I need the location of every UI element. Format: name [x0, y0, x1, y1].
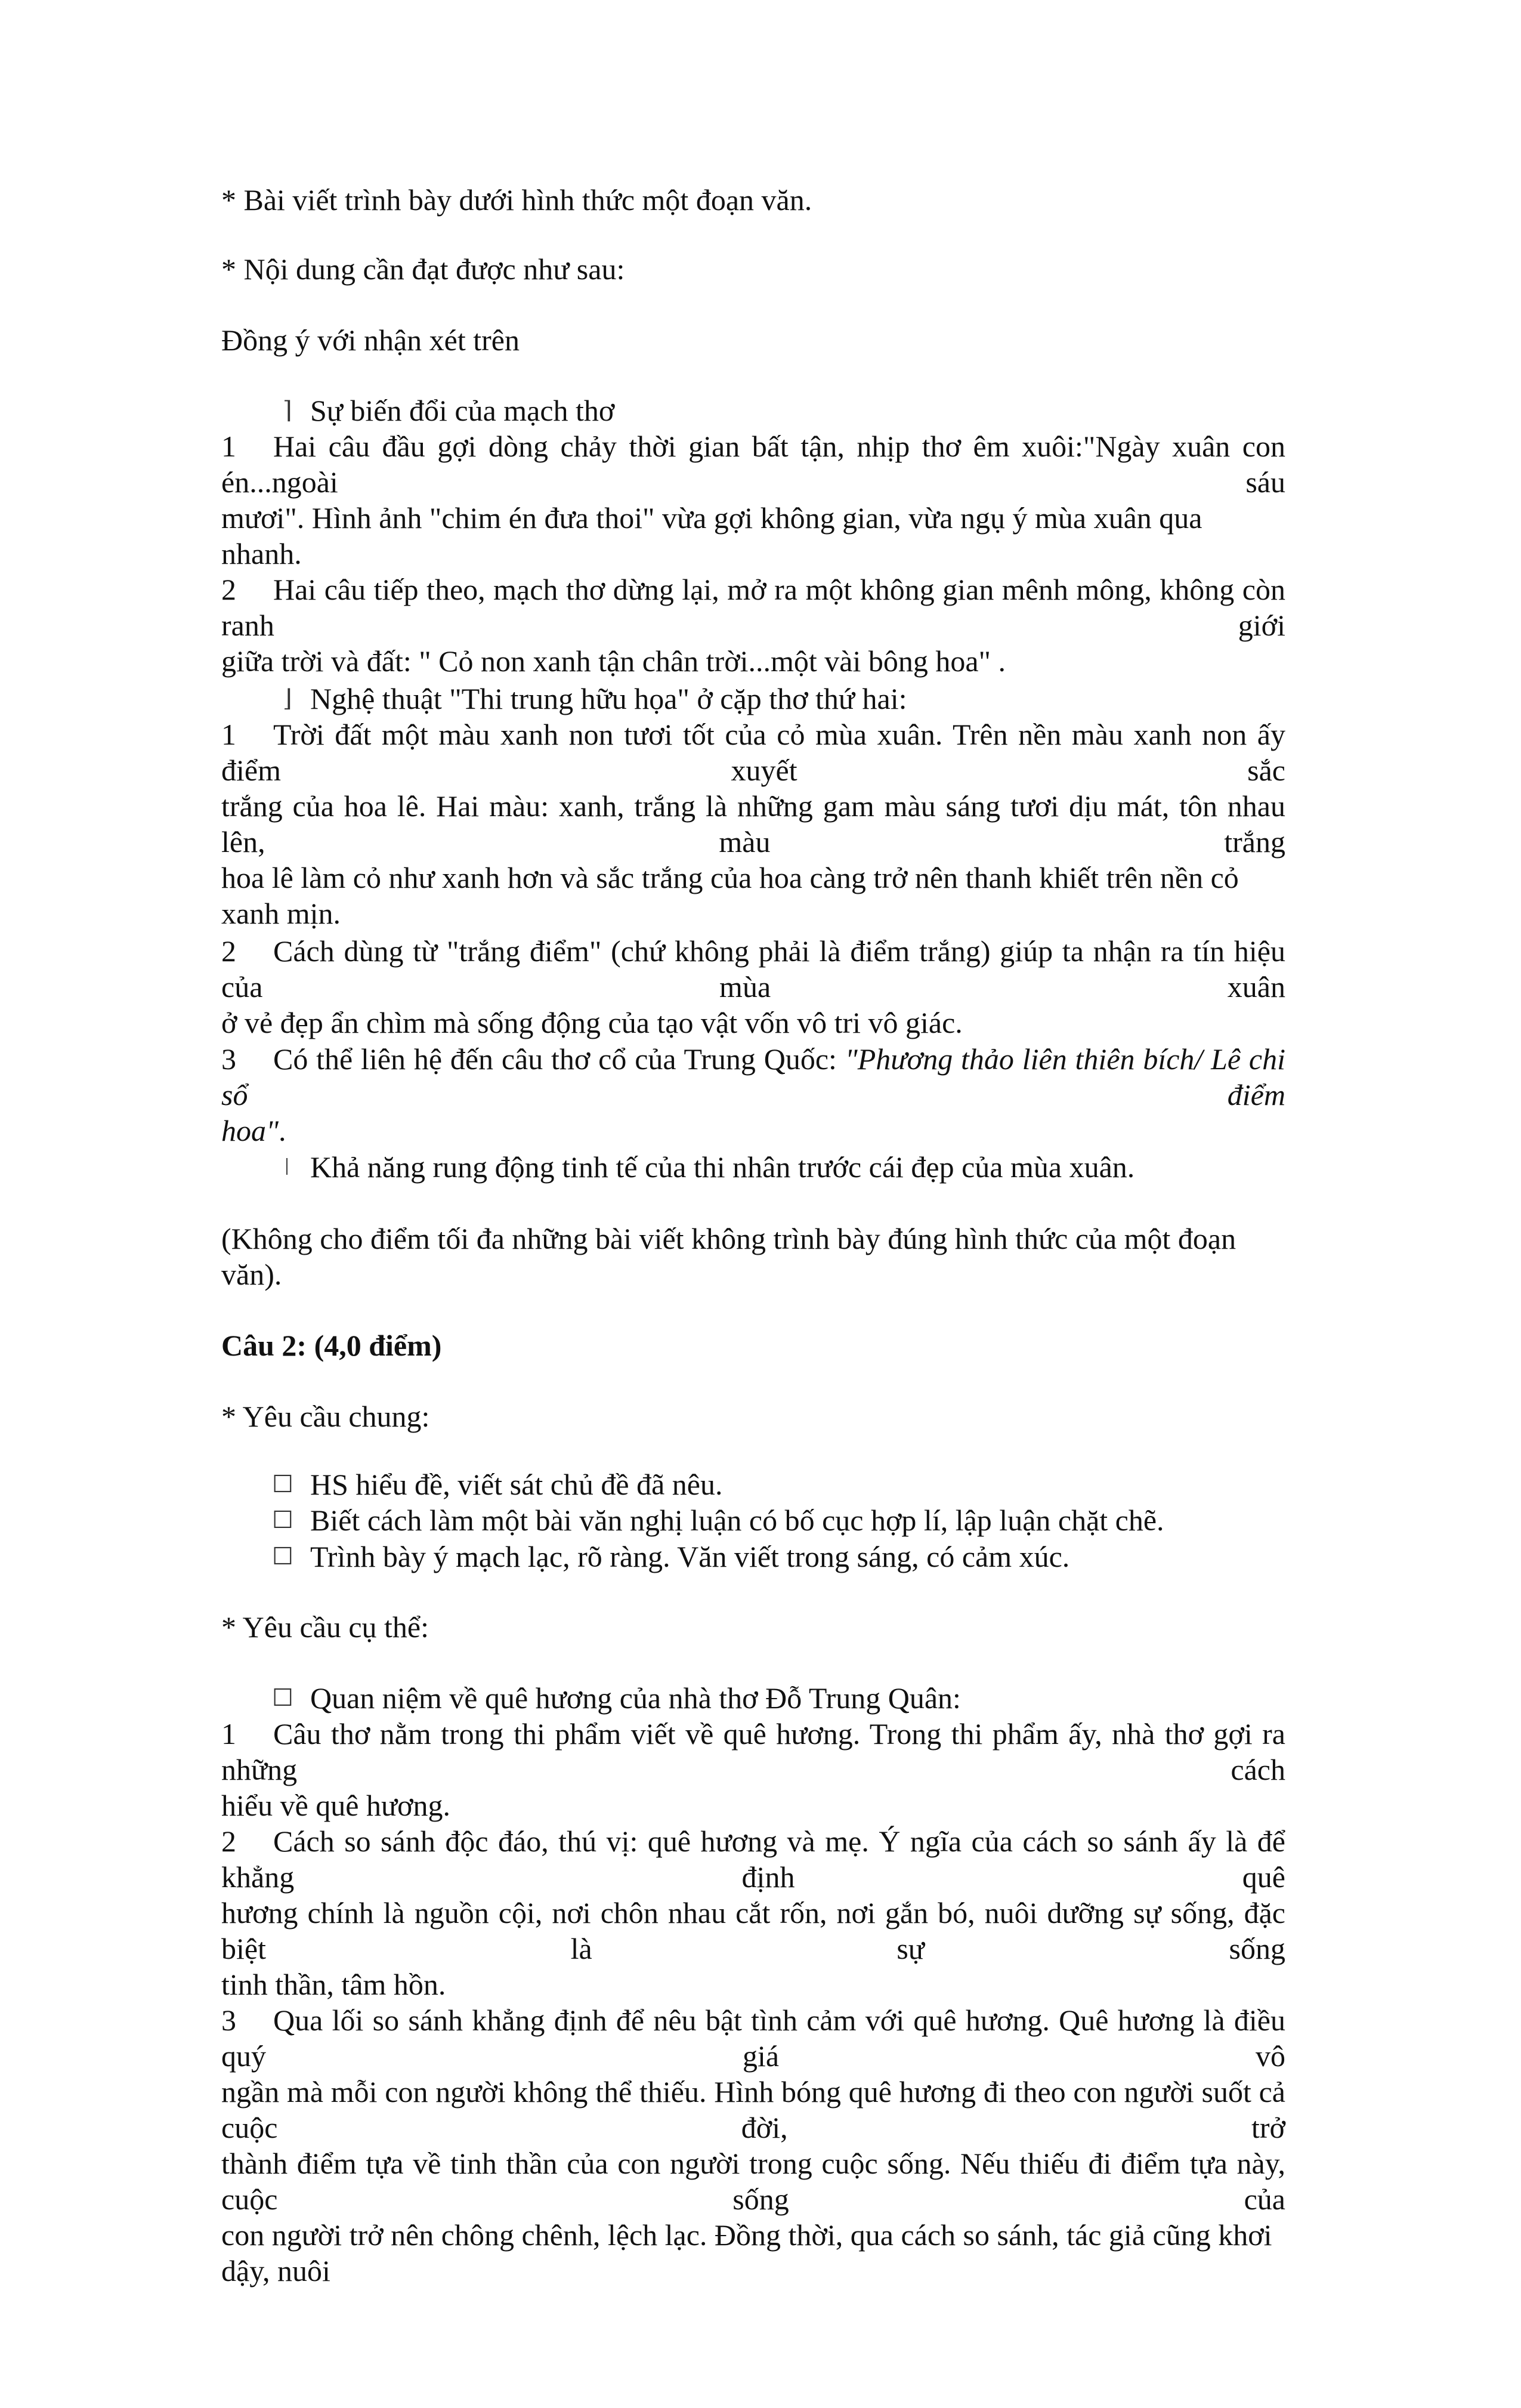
item-number: 2 — [221, 1824, 236, 1858]
text-line — [221, 1716, 1285, 1788]
line-text: tinh thần, tâm hồn. — [221, 1968, 446, 2001]
bullet-marker-icon: ⌉ — [283, 397, 292, 424]
line-text: ngần mà mỗi con người không thể thiếu. Hình bóng quê hương đi theo con người suốt cả cuộc đời, trở — [221, 2075, 1285, 2144]
line-text: * Yêu cầu cụ thể: — [221, 1610, 429, 1644]
line-text: Có thể liên hệ đến câu thơ cổ của Trung Quốc: — [273, 1042, 845, 1076]
item-number: 1 — [221, 430, 236, 463]
text-line — [221, 572, 1285, 643]
line-text: trắng của hoa lê. Hai màu: xanh, trắng là những gam màu sáng tươi dịu mát, tôn nhau lên, màu trắng — [221, 789, 1285, 859]
line-text: Hai câu tiếp theo, mạch thơ dừng lại, mở ra một không gian mênh mông, không còn ranh giới — [221, 573, 1285, 642]
italic-quote: "Phương thảo liên thiên bích/ Lê chi sổ điểm — [221, 1042, 1285, 1112]
numbered-item — [221, 572, 1285, 679]
bullet-marker-icon: ǀ — [285, 1153, 290, 1180]
line-text: Câu thơ nằm trong thi phẩm viết về quê hương. Trong thi phẩm ấy, nhà thơ gợi ra những cách — [221, 1717, 1285, 1786]
italic-quote: hoa" — [221, 1114, 279, 1147]
numbered-item — [221, 1823, 1285, 2002]
text-line — [221, 643, 1285, 679]
text-line — [221, 1966, 1285, 2002]
line-text: * Nội dung cần đạt được như sau: — [221, 252, 625, 286]
bullet-item — [221, 1149, 1285, 1185]
bullet-text: Quan niệm về quê hương của nhà thơ Đỗ Trung Quân: — [310, 1681, 961, 1715]
numbered-item — [221, 2002, 1285, 2289]
bullet-item — [221, 1680, 1285, 1716]
text-line — [221, 1221, 1285, 1292]
item-number: 2 — [221, 934, 236, 968]
text-line — [221, 322, 1285, 358]
bullet-item — [221, 1539, 1285, 1575]
bullet-marker-icon: ☐ — [272, 1684, 293, 1711]
numbered-item — [221, 717, 1285, 931]
line-text: giữa trời và đất: " Cỏ non xanh tận chân trời...một vài bông hoa" . — [221, 644, 1006, 678]
text-line — [221, 1113, 1285, 1149]
line-text: * Yêu cầu chung: — [221, 1400, 430, 1433]
text-line — [221, 788, 1285, 860]
text-line — [221, 1823, 1285, 1895]
text-line — [221, 1609, 1285, 1645]
bullet-item — [221, 1502, 1285, 1538]
text-line — [221, 933, 1285, 1005]
bullet-text: Sự biến đổi của mạch thơ — [310, 394, 615, 427]
paragraph — [221, 1221, 1285, 1292]
line-text: ở vẻ đẹp ẩn chìm mà sống động của tạo vật vốn vô tri vô giác. — [221, 1006, 963, 1039]
numbered-item — [221, 1716, 1285, 1823]
bullet-marker-icon: ⌋ — [283, 685, 292, 712]
text-line — [221, 1895, 1285, 1966]
text-line — [221, 500, 1285, 572]
line-text: hiểu về quê hương. — [221, 1789, 451, 1822]
line-text: Trời đất một màu xanh non tươi tốt của cỏ mùa xuân. Trên nền màu xanh non ấy điểm xuyết sắc — [221, 718, 1285, 787]
line-text: mươi". Hình ảnh "chim én đưa thoi" vừa gợi không gian, vừa ngụ ý mùa xuân qua nhanh. — [221, 501, 1202, 570]
numbered-item — [221, 933, 1285, 1041]
bullet-text: Trình bày ý mạch lạc, rõ ràng. Văn viết trong sáng, có cảm xúc. — [310, 1540, 1070, 1573]
line-text: Đồng ý với nhận xét trên — [221, 323, 520, 357]
text-line — [221, 860, 1285, 931]
paragraph — [221, 1609, 1285, 1645]
line-text: Qua lối so sánh khẳng định để nêu bật tình cảm với quê hương. Quê hương là điều quý giá vô — [221, 2003, 1285, 2073]
line-text: thành điểm tựa về tinh thần của con người trong cuộc sống. Nếu thiếu đi điểm tựa này, cuộc sống của — [221, 2147, 1285, 2216]
text-line — [221, 428, 1285, 500]
item-number: 3 — [221, 1042, 236, 1076]
numbered-item — [221, 1041, 1285, 1149]
text-line — [221, 2074, 1285, 2145]
bullet-item — [221, 393, 1285, 428]
text-line — [221, 251, 1285, 287]
item-number: 3 — [221, 2003, 236, 2037]
numbered-item — [221, 428, 1285, 572]
text-line — [221, 2002, 1285, 2074]
paragraph — [221, 1399, 1285, 1434]
text-line — [221, 1005, 1285, 1041]
section-heading — [221, 1328, 1285, 1363]
text-line — [221, 2217, 1285, 2289]
bullet-marker-icon: ☐ — [272, 1471, 293, 1498]
line-text: . — [279, 1114, 286, 1147]
item-number: 2 — [221, 573, 236, 606]
line-text: Cách dùng từ "trắng điểm" (chứ không phải là điểm trắng) giúp ta nhận ra tín hiệu của mùa xuân — [221, 934, 1285, 1004]
bullet-marker-icon: ☐ — [272, 1506, 293, 1533]
bullet-item — [221, 681, 1285, 717]
bullet-item — [221, 1467, 1285, 1502]
text-line — [221, 1399, 1285, 1434]
line-text: con người trở nên chông chênh, lệch lạc. Đồng thời, qua cách so sánh, tác giả cũng khơi dậy, nuôi — [221, 2218, 1272, 2287]
text-line — [221, 2145, 1285, 2217]
text-line — [221, 182, 1285, 218]
text-line — [221, 1328, 1285, 1363]
paragraph — [221, 182, 1285, 218]
line-text: Cách so sánh độc đáo, thú vị: quê hương và mẹ. Ý ngĩa của cách so sánh ấy là để khẳng định quê — [221, 1824, 1285, 1894]
bullet-marker-icon: ☐ — [272, 1543, 293, 1570]
item-number: 1 — [221, 1717, 236, 1751]
text-line — [221, 717, 1285, 788]
line-text: hoa lê làm cỏ như xanh hơn và sắc trắng của hoa càng trở nên thanh khiết trên nền cỏ xanh mịn. — [221, 861, 1239, 930]
bullet-text: Nghệ thuật "Thi trung hữu họa" ở cặp thơ thứ hai: — [310, 682, 907, 715]
text-line — [221, 1788, 1285, 1823]
line-text: hương chính là nguồn cội, nơi chôn nhau cắt rốn, nơi gắn bó, nuôi dưỡng sự sống, đặc biệt là sự sống — [221, 1896, 1285, 1965]
paragraph — [221, 322, 1285, 358]
line-text: Hai câu đầu gợi dòng chảy thời gian bất tận, nhịp thơ êm xuôi:"Ngày xuân con én...ngoài sáu — [221, 430, 1285, 499]
line-text: * Bài viết trình bày dưới hình thức một đoạn văn. — [221, 183, 812, 217]
text-line — [221, 1041, 1285, 1113]
item-number: 1 — [221, 718, 236, 751]
bullet-text: Khả năng rung động tinh tế của thi nhân trước cái đẹp của mùa xuân. — [310, 1150, 1135, 1184]
line-text: Câu 2: (4,0 điểm) — [221, 1329, 442, 1362]
bullet-text: HS hiểu đề, viết sát chủ đề đã nêu. — [310, 1468, 723, 1501]
line-text: (Không cho điểm tối đa những bài viết không trình bày đúng hình thức của một đoạn văn). — [221, 1222, 1236, 1291]
paragraph — [221, 251, 1285, 287]
bullet-text: Biết cách làm một bài văn nghị luận có bố cục hợp lí, lập luận chặt chẽ. — [310, 1504, 1164, 1537]
